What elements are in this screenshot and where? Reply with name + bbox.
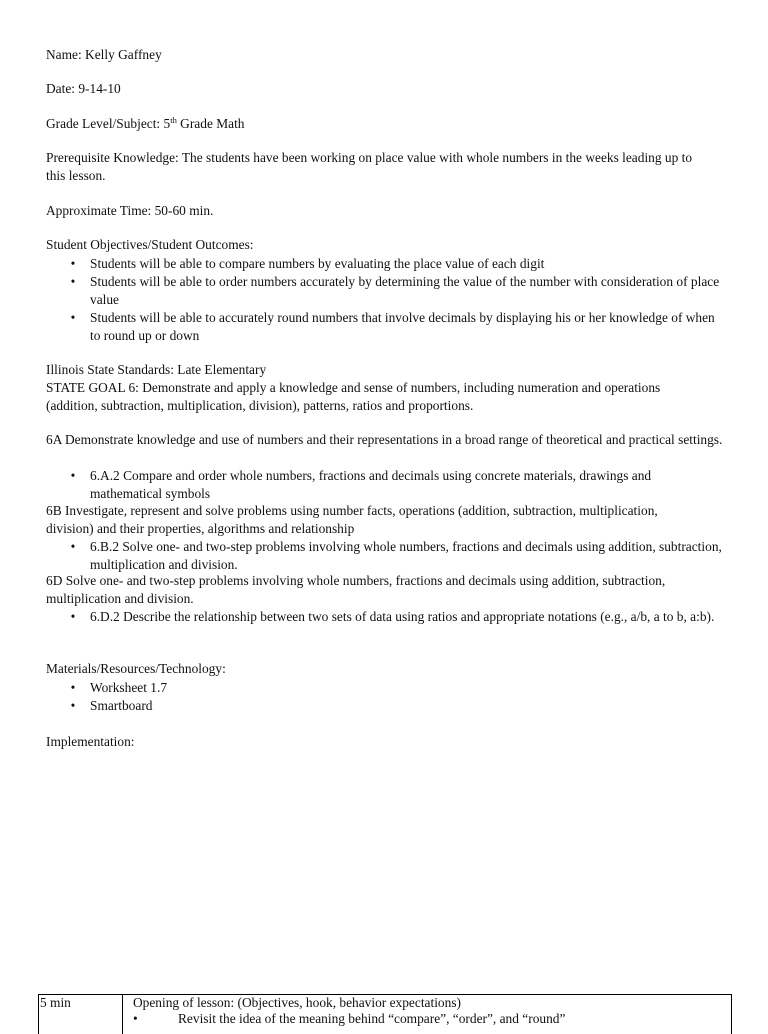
bullet-icon: • bbox=[70, 468, 76, 483]
table-body-cell bbox=[124, 995, 731, 1034]
bullet-icon: • bbox=[70, 310, 76, 325]
bullet-icon: • bbox=[70, 274, 76, 289]
table-opening-text: Opening of lesson: (Objectives, hook, behavior expectations) bbox=[133, 995, 461, 1010]
grade-superscript: th bbox=[170, 115, 177, 125]
standard-6a: 6A Demonstrate knowledge and use of numbers and their representations in a broad range of theoretical and practical settings. bbox=[46, 432, 723, 447]
materials-heading: Materials/Resources/Technology: bbox=[46, 661, 226, 676]
grade-prefix: Grade Level/Subject: 5 bbox=[46, 116, 171, 131]
bullet-icon: • bbox=[70, 609, 76, 624]
bullet-icon: • bbox=[70, 680, 76, 695]
grade-level bbox=[46, 116, 245, 132]
bullet-icon: • bbox=[133, 1011, 138, 1026]
bullet-icon: • bbox=[70, 539, 76, 554]
prerequisite-knowledge: Prerequisite Knowledge: The students have been working on place value with whole numbers in the weeks leading up to this lesson. bbox=[46, 150, 693, 183]
standard-item: • 6.B.2 Solve one- and two-step problems involving whole numbers, fractions and decimals using addition, subtraction, multiplication and division. bbox=[46, 538, 726, 574]
table-list-item: • Revisit the idea of the meaning behind “compare”, “order”, and “round” bbox=[133, 1011, 566, 1026]
objectives-list bbox=[46, 255, 726, 345]
standard-6d: 6D Solve one- and two-step problems involving whole numbers, fractions and decimals using addition, subtraction, multiplication and division. bbox=[46, 573, 666, 606]
objective-item: • Students will be able to accurately round numbers that involve decimals by displaying his or her knowledge of when to round up or down bbox=[46, 309, 726, 345]
bullet-icon: • bbox=[70, 256, 76, 271]
objective-item: • Students will be able to order numbers accurately by determining the value of the number with consideration of place value bbox=[46, 273, 726, 309]
standard-6b-list bbox=[46, 538, 726, 574]
standard-6d-list bbox=[46, 608, 726, 626]
lesson-date: Date: 9-14-10 bbox=[46, 81, 121, 96]
teacher-name: Name: Kelly Gaffney bbox=[46, 47, 162, 62]
implementation-heading: Implementation: bbox=[46, 734, 135, 749]
materials-list bbox=[46, 679, 726, 715]
standard-6a-list bbox=[46, 467, 726, 503]
lesson-table bbox=[38, 994, 732, 1034]
objectives-heading: Student Objectives/Student Outcomes: bbox=[46, 237, 254, 252]
approximate-time: Approximate Time: 50-60 min. bbox=[46, 203, 214, 218]
objective-item: • Students will be able to compare numbers by evaluating the place value of each digit bbox=[46, 255, 726, 273]
standard-6b: 6B Investigate, represent and solve problems using number facts, operations (addition, subtraction, multiplication, division) and their properties, algorithms and relationship bbox=[46, 503, 658, 536]
bullet-icon: • bbox=[70, 698, 76, 713]
standards-heading: Illinois State Standards: Late Elementary bbox=[46, 362, 267, 377]
standard-item: • 6.D.2 Describe the relationship between two sets of data using ratios and appropriate notations (e.g., a/b, a to b, a:b). bbox=[46, 608, 726, 626]
standard-item: • 6.A.2 Compare and order whole numbers, fractions and decimals using concrete materials, drawings and mathematical symbols bbox=[46, 467, 726, 503]
state-goal: STATE GOAL 6: Demonstrate and apply a knowledge and sense of numbers, including numeration and operations (addition, subtraction, multiplication, division), patterns, ratios and proportions. bbox=[46, 380, 661, 413]
table-time-cell: 5 min bbox=[39, 995, 123, 1034]
material-item: • Worksheet 1.7 bbox=[46, 679, 726, 697]
material-item: • Smartboard bbox=[46, 697, 726, 715]
grade-suffix: Grade Math bbox=[176, 116, 245, 131]
